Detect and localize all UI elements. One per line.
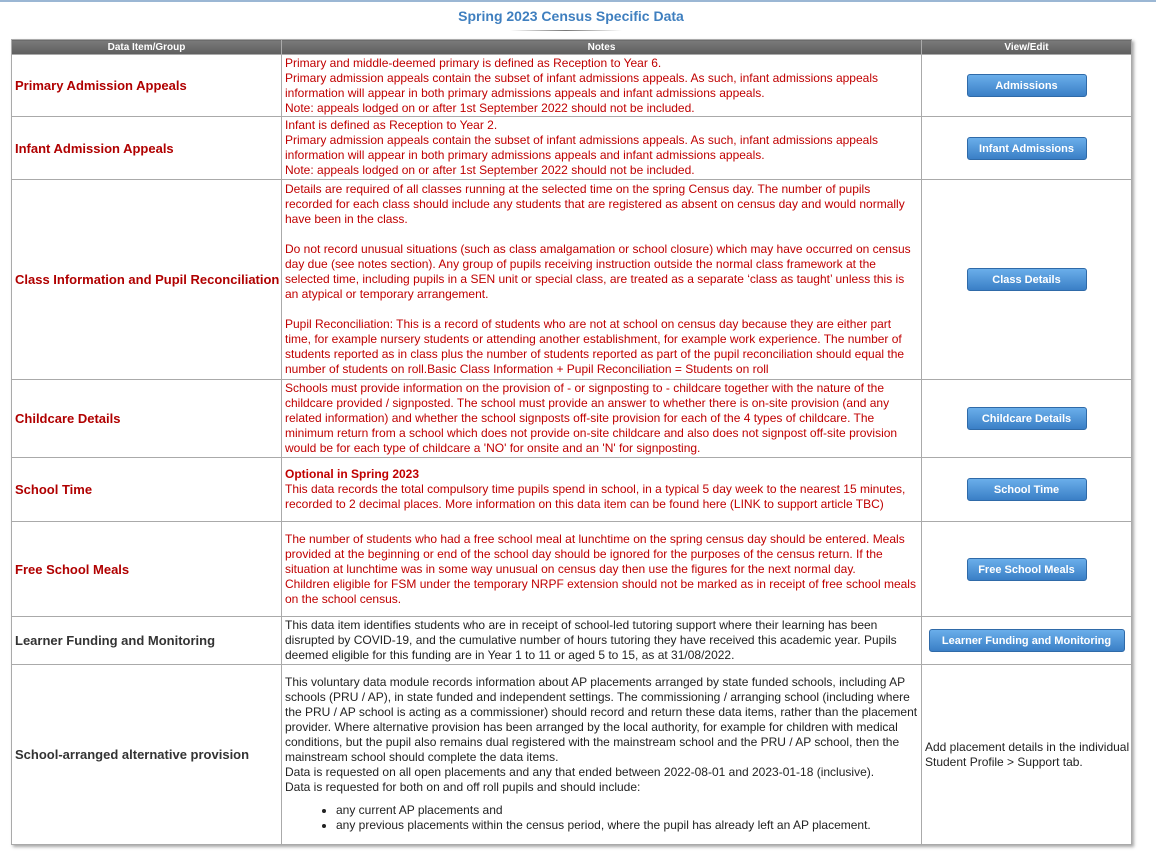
note-line: Primary admission appeals contain the subset of infant admissions appeals. As such, infant admissions appeals information will appear in both primary admissions appeals and infant admissions appeals. [285,70,878,100]
census-data-table [11,39,1132,845]
class-details-button[interactable]: Class Details [967,268,1087,291]
placement-bullet-list [285,803,918,833]
table-row [12,665,1132,845]
row-action [922,458,1132,522]
learner-funding-button[interactable]: Learner Funding and Monitoring [929,629,1125,652]
list-item: • any previous placements within the census period, where the pupil has already left an AP placement. [336,818,918,833]
table-row [12,55,1132,117]
header-view-edit: View/Edit [922,40,1132,55]
note-line: Infant is defined as Reception to Year 2. [285,118,498,132]
school-time-button[interactable]: School Time [967,478,1087,501]
row-notes [282,55,922,117]
row-item-free-school-meals: Free School Meals [12,522,282,617]
row-action [922,180,1132,380]
row-notes [282,180,922,380]
row-action [922,117,1132,180]
table-row [12,117,1132,180]
row-action [922,55,1132,117]
title-underline [510,30,622,31]
row-item-school-time: School Time [12,458,282,522]
header-data-item: Data Item/Group [12,40,282,55]
row-item-childcare-details: Childcare Details [12,380,282,458]
note-line: Note: appeals lodged on or after 1st September 2022 should not be included. [285,163,695,177]
note-paragraph: Data is requested on all open placements and any that ended between 2022-08-01 and 2023-01-18 (inclusive). [285,764,875,779]
paragraph-gap [285,227,918,242]
row-item-primary-admission-appeals: Primary Admission Appeals [12,55,282,117]
row-notes [282,380,922,458]
note-paragraph: The number of students who had a free school meal at lunchtime on the spring census day should be entered. Meals provided at the beginning or end of the school day should be ignored for the purposes of the census return. If the situation at lunchtime was in some way unusual on census day then use the figures for the next normal day. [285,531,905,576]
note-paragraph: Children eligible for FSM under the temporary NRPF extension should not be marked as in receipt of free school meals on the school census. [285,576,916,606]
row-item-learner-funding: Learner Funding and Monitoring [12,617,282,665]
note-paragraph: This data records the total compulsory time pupils spend in school, in a typical 5 day week to the nearest 15 minutes, recorded to 2 decimal places. More information on this data item can be found here (LINK to support article TBC) [285,482,906,511]
table-header-row [12,40,1132,55]
header-notes: Notes [282,40,922,55]
top-border [0,0,1156,2]
note-paragraph: Pupil Reconciliation: This is a record of students who are not at school on census day because they are either part time, for example nursery students or attending another establishment, for example work experience. The number of students reported as in class plus the number of students reported as part of the pupil reconciliation should equal the number of students on roll.Basic Class Information + Pupil Reconciliation = Students on roll [285,317,905,376]
note-paragraph: This data item identifies students who are in receipt of school-led tutoring support where their learning has been disrupted by COVID-19, and the cumulative number of hours tutoring they have received this academic year. Pupils deemed eligible for this funding are in Year 1 to 11 or aged 5 to 15, as at 31/08/2022. [285,618,897,662]
row-notes [282,117,922,180]
note-paragraph: Do not record unusual situations (such as class amalgamation or school closure) which may have occurred on census day due (see notes section). Any group of pupils receiving instruction outside the normal class framework at the selected time, including pupils in a SEN unit or special class, are treated as a separate ‘class as taught’ unless this is an atypical or temporary arrangement. [285,242,911,301]
list-item: • any current AP placements and [336,803,918,818]
row-notes [282,458,922,522]
page-title: Spring 2023 Census Specific Data [458,8,684,24]
infant-admissions-button[interactable]: Infant Admissions [967,137,1087,160]
admissions-button[interactable]: Admissions [967,74,1087,97]
row-item-class-information: Class Information and Pupil Reconciliation [12,180,282,380]
note-paragraph: This voluntary data module records information about AP placements arranged by state funded schools, including AP schools (PRU / AP), in state funded and independent settings. The commissioning / arranging school (including where the PRU / AP school is acting as a commissioner) should record and return these data items, rather than the placement provider. Where alternative provision has been arranged by the local authority, for example for children with medical conditions, but the pupil also remains dual registered with the mainstream school and the PRU / AP school, then the mainstream school should complete the data items. [285,674,918,764]
row-item-infant-admission-appeals: Infant Admission Appeals [12,117,282,180]
row-action [922,380,1132,458]
note-line: Primary admission appeals contain the subset of infant admissions appeals. As such, infant admissions appeals information will appear in both primary admissions appeals and infant admissions appeals. [285,133,878,162]
note-paragraph: Data is requested for both on and off roll pupils and should include: [285,779,641,794]
note-line: Note: appeals lodged on or after 1st September 2022 should not be included. [285,100,695,115]
childcare-details-button[interactable]: Childcare Details [967,407,1087,430]
row-action [922,522,1132,617]
optional-label: Optional in Spring 2023 [285,467,420,481]
row-action [922,617,1132,665]
table-row [12,458,1132,522]
note-line: Primary and middle-deemed primary is defined as Reception to Year 6. [285,55,662,70]
table-row [12,380,1132,458]
row-item-alternative-provision: School-arranged alternative provision [12,665,282,845]
free-school-meals-button[interactable]: Free School Meals [967,558,1087,581]
note-paragraph: Details are required of all classes running at the selected time on the spring Census day. The number of pupils recorded for each class should include any students that are registered as absent on census day and would normally have been in the class. [285,182,905,226]
row-notes [282,617,922,665]
table-row [12,617,1132,665]
table-row [12,522,1132,617]
table-row [12,180,1132,380]
row-notes [282,665,922,845]
row-notes [282,522,922,617]
placement-instructions: Add placement details in the individual Student Profile > Support tab. [922,665,1132,845]
note-paragraph: Schools must provide information on the provision of - or signposting to - childcare together with the nature of the childcare provided / signposted. The school must provide an answer to whether there is on-site provision (and any related information) and whether the school signposts off-site provision for each of the 4 types of childcare. The minimum return from a school which does not provide on-site childcare and also does not signpost off-site provision would be for each type of childcare a 'NO' for onsite and an 'N' for signposting. [285,381,898,455]
paragraph-gap [285,302,918,317]
